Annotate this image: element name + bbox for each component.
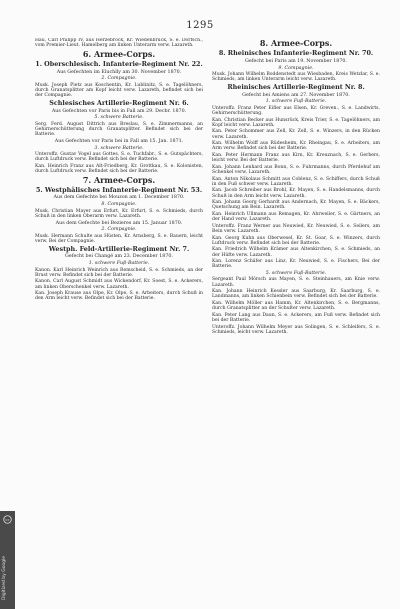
- left_column-entry: Unteroffz. Gustav Vogel aus Gottes, S. e. Tuchfabr., S. e. Gutspächters, durch Luftdruck verw. Befindet sich bei der Batterie.: [35, 152, 203, 163]
- left_column-company: 2. Compagnie.: [101, 227, 137, 233]
- svg-text:cc: cc: [5, 517, 10, 522]
- left_column-sub: Aus dem Gefechte bei Mouzon am 1. December 1870.: [53, 195, 185, 201]
- left_column-sub: Aus Gefechten im Eluchlly am 30. November 1870.: [56, 69, 182, 75]
- right_column-entry: Kan. Jacob Schreiber aus Brohl, Kr. Mayen, S. e. Handelsmanns, durch Schuß in den Arm leicht verw. Lazareth.: [212, 188, 380, 199]
- right_column-company: 5. schwere Fuß-Batterie.: [265, 270, 327, 276]
- right_column-entry: Kan. Lorenz Schäfer aus Linz, Kr. Neuwied, S. e. Fischers, Bei der Batterie.: [212, 259, 380, 270]
- left_column-sub: Aus dem Gefechte bei Bezieres am 15. Januar 1870.: [55, 220, 183, 226]
- right_column-entry: Unteroffz. Franz Peter Eifler aus Elsen, Kr. Greven., S. e. Landwirts, Gehirnerschütterung.: [212, 105, 380, 117]
- right_column-entry: Kan. Peter Lang aus Daun, S. e. Ackerers, am Fuß verw. Befindet sich bei der Batterie.: [212, 312, 380, 323]
- right_column-entry: Sergeant Paul Mörsch aus Mayen, S. e. Steinhauers, am Knie verw. Lazareth.: [212, 277, 380, 288]
- sidebar-text: Digitized by Google: [2, 555, 7, 600]
- left-column: [35, 38, 203, 303]
- left_column-entry: Musk. Joseph Pietz aus Koschentin, Kr. Lublinitz, S. e. Tagelöhners, durch Granatsplitter am Kopf leicht verw. Lazareth, befindet sich bei der Compagnie.: [35, 82, 203, 99]
- right_column-entry: Kan. Heinrich Ullmann aus Remagen, Kr. Ahrweiler, S. e. Gärtners, an der Hand verw. Lazareth.: [212, 212, 380, 223]
- right_column-entry: Kan. Peter Hermann Franz aus Kirn, Kr. Kreuznach, S. e. Gerbers, leicht verw. Bei der Batterie.: [212, 153, 380, 164]
- right-column: [212, 38, 380, 336]
- left_column-regiment: 5. Westphälisches Infanterie-Regiment Nr. 53.: [35, 185, 203, 194]
- left_column-regiment: Westph. Feld-Artillerie-Regiment Nr. 7.: [48, 244, 190, 253]
- creative-commons-icon: [3, 515, 12, 524]
- left_column-company: 5. schwere Batterie.: [94, 115, 144, 121]
- right_column-entry: Kan. Christian Becker aus Hunsrück, Kreis Trier, S. e. Tagelöhners, am Kopf leicht verw. Lazareth.: [212, 117, 380, 128]
- right_column-entry: Kan. Johann Georg Gerhardt aus Andernach, Kr. Mayen, S. e. Bäckers, Quetschung am Bein. Lazareth.: [212, 200, 380, 211]
- page-number: 1295: [186, 20, 214, 31]
- left_column-corps: 7. Armee-Corps.: [82, 174, 156, 185]
- right_column-entry: Kan. Friedrich Wilhelm Krämer aus Altenkirchen, S. e. Schmieds, an der Hüfte verw. Lazareth.: [212, 247, 380, 258]
- right_column-entry: Unteroffz. Johann Wilhelm Meyer aus Solingen, S. e. Schleifers, S. e. Schmieds, leicht verw. Lazareth.: [212, 324, 380, 335]
- left_column-entry: Musk. Hermann Schulte aus Hüsten, Kr. Arnsberg, S. e. Bauern, leicht verw. Bei der Compagnie.: [35, 233, 203, 245]
- left_column-company: 2. Compagnie.: [101, 76, 137, 82]
- left_column-entry: Kan. Heinrich Franz aus Alt-Friedberg, Kr. Grottkau, S. e. Kolonisten, durch Luftdruck verw. Befindet sich bei der Batterie.: [35, 163, 203, 175]
- right_column-entry: Kan. Johann Lenhard aus Bonn, S. e. Fuhrmanns, durch Pferdehuf am Schenkel verw. Lazareth.: [212, 164, 380, 176]
- right_column-regiment: Rheinisches Artillerie-Regiment Nr. 8.: [227, 82, 365, 91]
- left_column-entry: Musk. Christian Mayer aus Erfurt, Kr. Erfurt, S. e. Schmieds, durch Schuß in den linken Oberarm verw. Lazareth.: [35, 208, 203, 219]
- left_column-regiment: Schlesisches Artillerie-Regiment Nr. 6.: [49, 98, 189, 107]
- right_column-sub: Gefecht bei Amiens am 27. November 1870.: [242, 92, 350, 98]
- left_column-company: 3. schwere Batterie.: [94, 145, 144, 151]
- right_column-entry: Kan. Anton Nikolaus Schmitt aus Coblenz, S. e. Schiffers, durch Schuß in den Fuß schwer verw. Lazareth.: [212, 176, 380, 187]
- left_column-entry: Serg. Ferd. August Dittrich aus Breslau, S. e. Zimmermanns, an Gehirnerschütterung durch Granatsplitter. Befindet sich bei der Batterie.: [35, 121, 203, 138]
- left_column-company: 8. Compagnie.: [101, 202, 137, 208]
- right_column-entry: Unteroffz. Franz Werner aus Neuwied, Kr. Neuwied, S. e. Seilers, am Bein verw. Lazareth.: [212, 223, 380, 234]
- right_column-entry: Kan. Wilhelm Wolff aus Rüdesheim, Kr. Rheingau, S. e. Arbeiters, am Arm verw. Befindet sich bei der Batterie.: [212, 141, 380, 152]
- right_column-regiment: 8. Rheinisches Infanterie-Regiment Nr. 70.: [218, 49, 374, 57]
- left_column-corps: 6. Armee-Corps.: [82, 48, 156, 59]
- left_column-regiment: 1. Oberschlesisch. Infanterie-Regiment Nr. 22.: [35, 59, 203, 68]
- left_column-entry: Kan. Joseph Krause aus Olpe, Kr. Olpe, S. e. Arbeiters, durch Schuß in den Arm leicht verw. Befindet sich bei der Batterie.: [35, 291, 203, 302]
- right_column-sub: Gefecht bei Paris am 19. November 1870.: [245, 58, 347, 64]
- right_column-company: 1. schwere Fuß-Batterie.: [265, 99, 327, 105]
- right_column-entry: Kan. Johann Heinrich Kessler aus Saarburg, Kr. Saarburg, S. e. Landmanns, am linken Schienbein verw. Befindet sich bei der Batterie.: [212, 289, 380, 300]
- left_column-company: 1. schwere Fuß-Batterie.: [88, 261, 150, 267]
- right_column-company: 9. Compagnie.: [278, 65, 314, 71]
- right_column-entry: Kan. Georg Kuhn aus Oberwesel, Kr. St. Goar, S. e. Winzers, durch Luftdruck verw. Befindet sich bei der Batterie.: [212, 235, 380, 246]
- right_column-entry: Kan. Wilhelm Möller aus Hamm, Kr. Altenkirchen, S. e. Bergmanns, durch Granatsplitter an der Schulter verw. Lazareth.: [212, 300, 380, 312]
- left_column-entry: Kanon. Karl Heinrich Weinrich aus Remscheid, S. e. Schmieds, an der Brust verw. Befindet sich bei der Batterie.: [35, 267, 203, 278]
- left_column-sub: Aus Gefechten vor Paris bei in Fall am 15. Jan. 1871.: [54, 138, 184, 144]
- right_column-entry: Musk. Johann Wilhelm Boddenstedt aus Wiesbaden, Kreis Wetzlar, S. e. Schmieds, am linken Unterarm leicht verw. Lazareth.: [212, 72, 380, 83]
- left_column-entry: Kanon. Carl August Schmidt aus Wickendorf, Kr. Soest, S. e. Ackerers, am linken Oberschenkel verw. Lazareth.: [35, 279, 203, 290]
- left_column-sub: Gefecht bei Changé am 23. December 1870.: [65, 254, 173, 260]
- left_column-entry: Hau, Carl Philipp IV, aus Herzebrock, Kr. Wiedenbrück, S. e. Dorfsch., vom Premier-Lieut. Hamelberg am linken Unterarm verw. Lazareth.: [35, 38, 203, 49]
- right_column-entry: Kan. Peter Schommer aus Zell, Kr. Zell, S. e. Winzers, in den Rücken verw. Lazareth.: [212, 129, 380, 140]
- left_column-sub: Aus Gefechten vor Paris bis in Fall am 29. Decbr. 1870.: [51, 108, 187, 114]
- right_column-corps: 8. Armee-Corps.: [259, 38, 333, 48]
